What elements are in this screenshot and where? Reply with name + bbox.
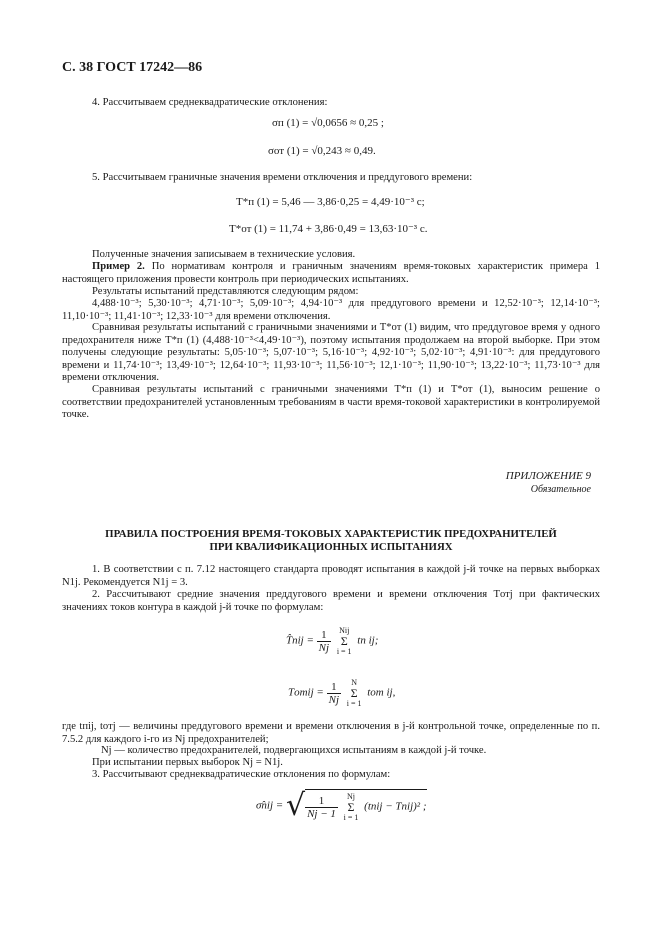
step-2-text: 2. Рассчитывают средние значения преддугового времени и времени отключения Tотj при фактических значениях токов контура в каждой j-й точке по формулам: — [62, 589, 600, 613]
example-2-label: Пример 2. — [92, 261, 145, 272]
formula-1-lhs: T̂пij = — [286, 634, 314, 647]
section-title-line-2: ПРИ КВАЛИФИКАЦИОННЫХ ИСПЫТАНИЯХ — [209, 541, 453, 553]
formula-1-fraction: $\frac{1}{Nj}$ — [318, 628, 330, 654]
example-2-paragraph — [62, 261, 600, 286]
formula-3-radicand — [305, 789, 426, 822]
page-header: С. 38 ГОСТ 17242—86 — [62, 60, 203, 75]
step-4-text: 4. Рассчитываем среднеквадратические отклонения: — [92, 97, 328, 108]
paragraph-results-values: 4,488·10⁻³; 5,30·10⁻³; 4,71·10⁻³; 5,09·10⁻³; 4,94·10⁻³ для преддугового времени и 12,52·10⁻³; 12,14·10⁻³; 11,10·10⁻³; 11,41·10⁻³; 12,33·10⁻³ для времени отключения. — [62, 298, 600, 322]
equation-sigma-ot: σот (1) = √0,243 ≈ 0,49. — [268, 145, 376, 157]
equation-tot-boundary: T*от (1) = 11,74 + 3,86·0,49 = 13,63·10⁻³ с. — [229, 223, 428, 235]
example-2-text: По нормативам контроля и граничным значениям время-токовых характеристик примера 1 настоящего приложения провести контроль при периодических испытаниях. — [62, 261, 600, 285]
paragraph-results-recorded: Полученные значения записываем в технические условия. — [92, 249, 356, 260]
formula-2-fraction: $\frac{1}{Nj}$ — [328, 680, 340, 706]
formula-2-lhs: Tотij = — [288, 686, 324, 699]
step-5-text: 5. Рассчитываем граничные значения времени отключения и преддугового времени: — [92, 172, 473, 183]
formula-1-sum: Nij Σ i = 1 — [336, 626, 352, 656]
where-definition-2: Nj — количество предохранителей, подвергающихся испытаниям в каждой j-й точке. — [101, 745, 487, 756]
equation-tp-boundary: T*п (1) = 5,46 — 3,86·0,25 = 4,49·10⁻³ с; — [236, 196, 425, 208]
formula-2-sum: N Σ i = 1 — [346, 678, 362, 708]
formula-2-term: tот ij, — [367, 686, 396, 699]
paragraph-decision: Сравнивая результаты испытаний с граничными значениями T*п (1) и T*от (1), выносим решение о соответствии предохранителей установленным требованиям в части время-токовой характеристики в контролируемой точке. — [62, 384, 600, 421]
step-1-text: 1. В соответствии с п. 7.12 настоящего стандарта проводят испытания в каждой j-й точке на первых выборках N1j. Рекомендуется N1j = 3. — [62, 564, 600, 588]
where-definition-1: где tпij, tотj — величины преддугового времени и времени отключения в j-й контрольной точке, определенные по п. 7.5.2 для каждого i-го из Nj предохранителей; — [62, 721, 600, 745]
equation-sigma-p: σп (1) = √0,0656 ≈ 0,25 ; — [272, 117, 384, 129]
sqrt-sign-icon: √ — [285, 788, 306, 823]
formula-3-term: (tпij − Tпij)² ; — [364, 800, 427, 813]
formula-3-fraction: $\frac{1}{Nj - 1}$ — [307, 794, 336, 820]
section-title-line-1: ПРАВИЛА ПОСТРОЕНИЯ ВРЕМЯ-ТОКОВЫХ ХАРАКТЕРИСТИК ПРЕДОХРАНИТЕЛЕЙ — [105, 528, 557, 540]
formula-1-term: tп ij; — [357, 634, 379, 647]
appendix-label: ПРИЛОЖЕНИЕ 9 — [505, 470, 591, 482]
paragraph-results-series: Результаты испытаний представляются следующим рядом: — [92, 286, 359, 297]
formula-3-sum: Nj Σ i = 1 — [343, 792, 359, 822]
formula-mean-prearcing — [286, 626, 378, 656]
step-3-text: 3. Рассчитывают среднеквадратические отклонения по формулам: — [92, 769, 391, 780]
formula-std-deviation — [256, 788, 427, 823]
appendix-block — [506, 469, 591, 497]
section-title — [62, 528, 600, 554]
formula-3-lhs: σ̂пij = — [256, 799, 284, 812]
formula-mean-clearing — [288, 678, 395, 708]
appendix-status: Обязательное — [530, 484, 591, 495]
first-samples-note: При испытании первых выборок Nj = N1j. — [92, 757, 283, 768]
paragraph-comparison: Сравнивая результаты испытаний с граничными значениями и T*от (1) видим, что преддуговое время у одного предохранителя ниже T*п (1) (4,488·10⁻³<4,49·10⁻³), поэтому испытания продолжаем на второй выборке. При этом получены следующие результаты: 5,05·10⁻³; 5,07·10⁻³; 5,16·10⁻³; 4,92·10⁻³; 5,02·10⁻³; 4,91·10⁻³: для преддугового времени и 11,74·10⁻³; 13,49·10⁻³; 12,64·10⁻³; 11,93·10⁻³; 11,56·10⁻³; 12,1·10⁻³; 11,90·10⁻³; 13,22·10⁻³; 11,73·10⁻³ для времени отключения. — [62, 322, 600, 384]
